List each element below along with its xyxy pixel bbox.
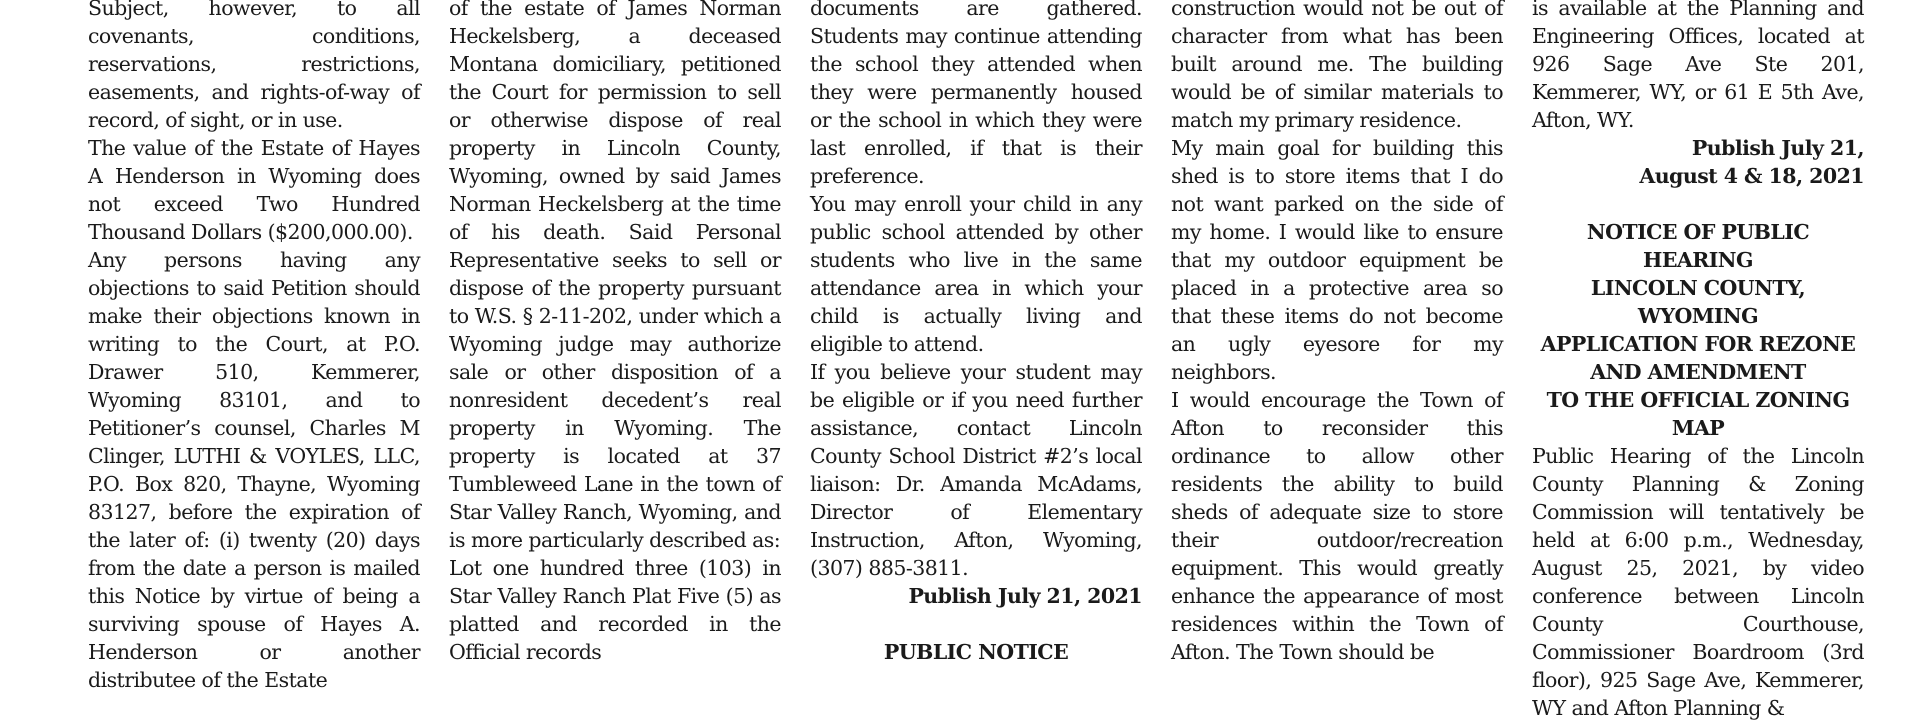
enroll-paragraph: You may enroll your child in any public school attended by other students who live in the same attendance area in which your child is actually living and eligible to attend. [810, 192, 1142, 356]
hearing-heading-line-2: LINCOLN COUNTY, WYOMING [1590, 276, 1806, 328]
publish-date-line-1: Publish July 21, [1691, 136, 1864, 160]
hearing-heading-line-5: TO THE OFFICIAL ZONING [1546, 388, 1850, 412]
students-paragraph: documents are gathered. Students may continue attending the school they attended when they were permanently housed or the school in which they were last enrolled, if that is their preference. [810, 0, 1142, 188]
covenants-paragraph: Subject, however, to all covenants, conditions, reservations, restrictions, easements, and rights-of-way of record, of sight, or in use. [88, 0, 420, 132]
column-5 [1532, 0, 1864, 722]
column-3 [810, 0, 1142, 666]
column-2 [449, 0, 781, 666]
spacer [810, 610, 1142, 638]
hearing-heading-line-6: MAP [1671, 416, 1725, 440]
column-4 [1171, 0, 1503, 666]
spacer [1532, 190, 1864, 218]
objections-paragraph: Any persons having any objections to said Petition should make their objections known in writing to the Court, at P.O. Drawer 510, Kemmerer, Wyoming 83101, and to Petitioner’s counsel, Charles M Clinger, LUTHI & VOYLES, LLC, P.O. Box 820, Thayne, Wyoming 83127, before the expiration of the later of: (i) twenty (20) days from the date a person is mailed this Notice by virtue of being a surviving spouse of Hayes A. Henderson or another distributee of the Estate [88, 248, 420, 692]
shed-goal-paragraph: My main goal for building this shed is to store items that I do not want parked on the side of my home. I would like to ensure that my outdoor equipment be placed in a protective area so that these items do not become an ugly eyesore for my neighbors. [1171, 136, 1503, 384]
notice-heading: PUBLIC NOTICE [883, 640, 1069, 664]
column-1 [88, 0, 420, 694]
hearing-paragraph: Public Hearing of the Lincoln County Planning & Zoning Commission will tentatively be held at 6:00 p.m., Wednesday, August 25, 2021, by video conference between Lincoln County Courthouse, Commissioner Boardroom (3rd floor), 925 Sage Ave, Kemmerer, WY and Afton Planning & [1532, 444, 1864, 720]
estate-value-paragraph: The value of the Estate of Hayes A Henderson in Wyoming does not exceed Two Hundred Thousand Dollars ($200,000.00). [88, 136, 420, 244]
hearing-heading-line-1: NOTICE OF PUBLIC HEARING [1586, 220, 1810, 272]
petition-paragraph: of the estate of James Norman Heckelsberg, a deceased Montana domiciliary, petitioned the Court for permission to sell or otherwise dispose of real property in Lincoln County, Wyoming, owned by said James Norman Heckelsberg at the time of his death. Said Personal Representative seeks to sell or dispose of the property pursuant to W.S. § 2-11-202, under which a Wyoming judge may authorize sale or other disposition of a nonresident decedent’s real property in Wyoming. The property is located at 37 Tumbleweed Lane in the town of Star Valley Ranch, Wyoming, and is more particularly described as: [449, 0, 781, 552]
hearing-heading-line-3: APPLICATION FOR REZONE [1540, 332, 1856, 356]
lot-description-paragraph: Lot one hundred three (103) in Star Valley Ranch Plat Five (5) as platted and recorded in the Official records [449, 556, 781, 664]
offices-paragraph: is available at the Planning and Engineering Offices, located at 926 Sage Ave Ste 201, Kemmerer, WY, or 61 E 5th Ave, Afton, WY. [1532, 0, 1864, 132]
publish-date-line-2: August 4 & 18, 2021 [1639, 164, 1864, 188]
ordinance-paragraph: I would encourage the Town of Afton to reconsider this ordinance to allow other residents the ability to build sheds of adequate size to store their outdoor/recreation equipment. This would greatly enhance the appearance of most residences within the Town of Afton. The Town should be [1171, 388, 1503, 664]
liaison-paragraph: If you believe your student may be eligible or if you need further assistance, contact Lincoln County School District #2’s local liaison: Dr. Amanda McAdams, Director of Elementary Instruction, Afton, Wyoming, (307) 885-3811. [810, 360, 1142, 580]
construction-paragraph: construction would not be out of character from what has been built around me. The building would be of similar materials to match my primary residence. [1171, 0, 1503, 132]
hearing-heading-line-4: AND AMENDMENT [1590, 360, 1806, 384]
publish-date: Publish July 21, 2021 [908, 584, 1142, 608]
